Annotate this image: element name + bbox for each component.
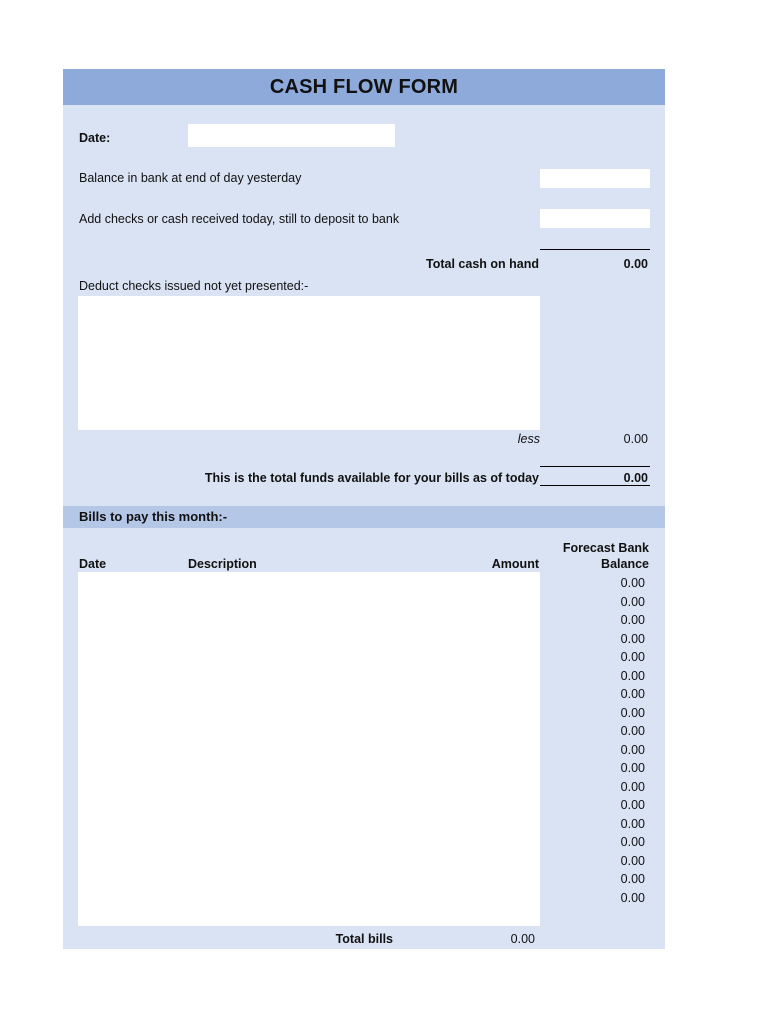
add-checks-label: Add checks or cash received today, still to deposit to bank [79, 212, 400, 226]
deduct-label: Deduct checks issued not yet presented:- [79, 279, 309, 293]
forecast-balance-value: 0.00 [620, 742, 645, 757]
forecast-balance-value: 0.00 [620, 613, 645, 627]
bills-entry-area[interactable] [78, 572, 540, 926]
forecast-balance-value: 0.00 [620, 576, 645, 590]
total-funds-label: This is the total funds available for your bills as of today [204, 471, 539, 485]
forecast-balance-value: 0.00 [620, 816, 645, 831]
forecast-balance-value: 0.00 [620, 705, 645, 720]
column-date: Date [79, 557, 107, 571]
forecast-balance-value: 0.00 [620, 650, 645, 664]
forecast-balance-value: 0.00 [620, 890, 645, 905]
date-label: Date: [79, 131, 111, 145]
forecast-balance-value: 0.00 [620, 668, 645, 683]
forecast-balance-value: 0.00 [620, 687, 645, 701]
form-title: CASH FLOW FORM [63, 69, 665, 105]
forecast-balance-value: 0.00 [620, 853, 645, 868]
less-label: less [517, 432, 540, 446]
add-checks-input[interactable] [540, 209, 650, 228]
deduct-checks-area[interactable] [78, 296, 540, 430]
column-amount: Amount [491, 557, 539, 571]
total-funds-top-rule [540, 466, 650, 467]
total-cash-value: 0.00 [623, 257, 648, 271]
balance-label: Balance in bank at end of day yesterday [79, 171, 302, 185]
forecast-balance-value: 0.00 [620, 872, 645, 886]
cash-flow-form [63, 69, 665, 949]
column-forecast-line1: Forecast Bank [562, 541, 649, 555]
forecast-balance-value: 0.00 [620, 798, 645, 812]
total-bills-value: 0.00 [510, 932, 535, 946]
forecast-balance-value: 0.00 [620, 779, 645, 794]
total-cash-rule [540, 249, 650, 250]
forecast-balance-value: 0.00 [620, 631, 645, 646]
forecast-balance-value: 0.00 [620, 724, 645, 738]
less-value: 0.00 [623, 432, 648, 446]
forecast-balance-value: 0.00 [620, 761, 645, 775]
balance-input[interactable] [540, 169, 650, 188]
total-funds-value: 0.00 [623, 471, 648, 485]
forecast-balance-value: 0.00 [620, 835, 645, 849]
column-description: Description [188, 557, 257, 571]
bills-section-title: Bills to pay this month:- [63, 506, 665, 528]
total-funds-underline [540, 485, 650, 486]
column-forecast-line2: Balance [601, 557, 649, 571]
forecast-balance-value: 0.00 [620, 594, 645, 609]
date-input[interactable] [188, 124, 395, 147]
total-cash-label: Total cash on hand [426, 257, 539, 271]
total-bills-label: Total bills [335, 932, 393, 946]
forecast-balance-list [545, 574, 645, 907]
